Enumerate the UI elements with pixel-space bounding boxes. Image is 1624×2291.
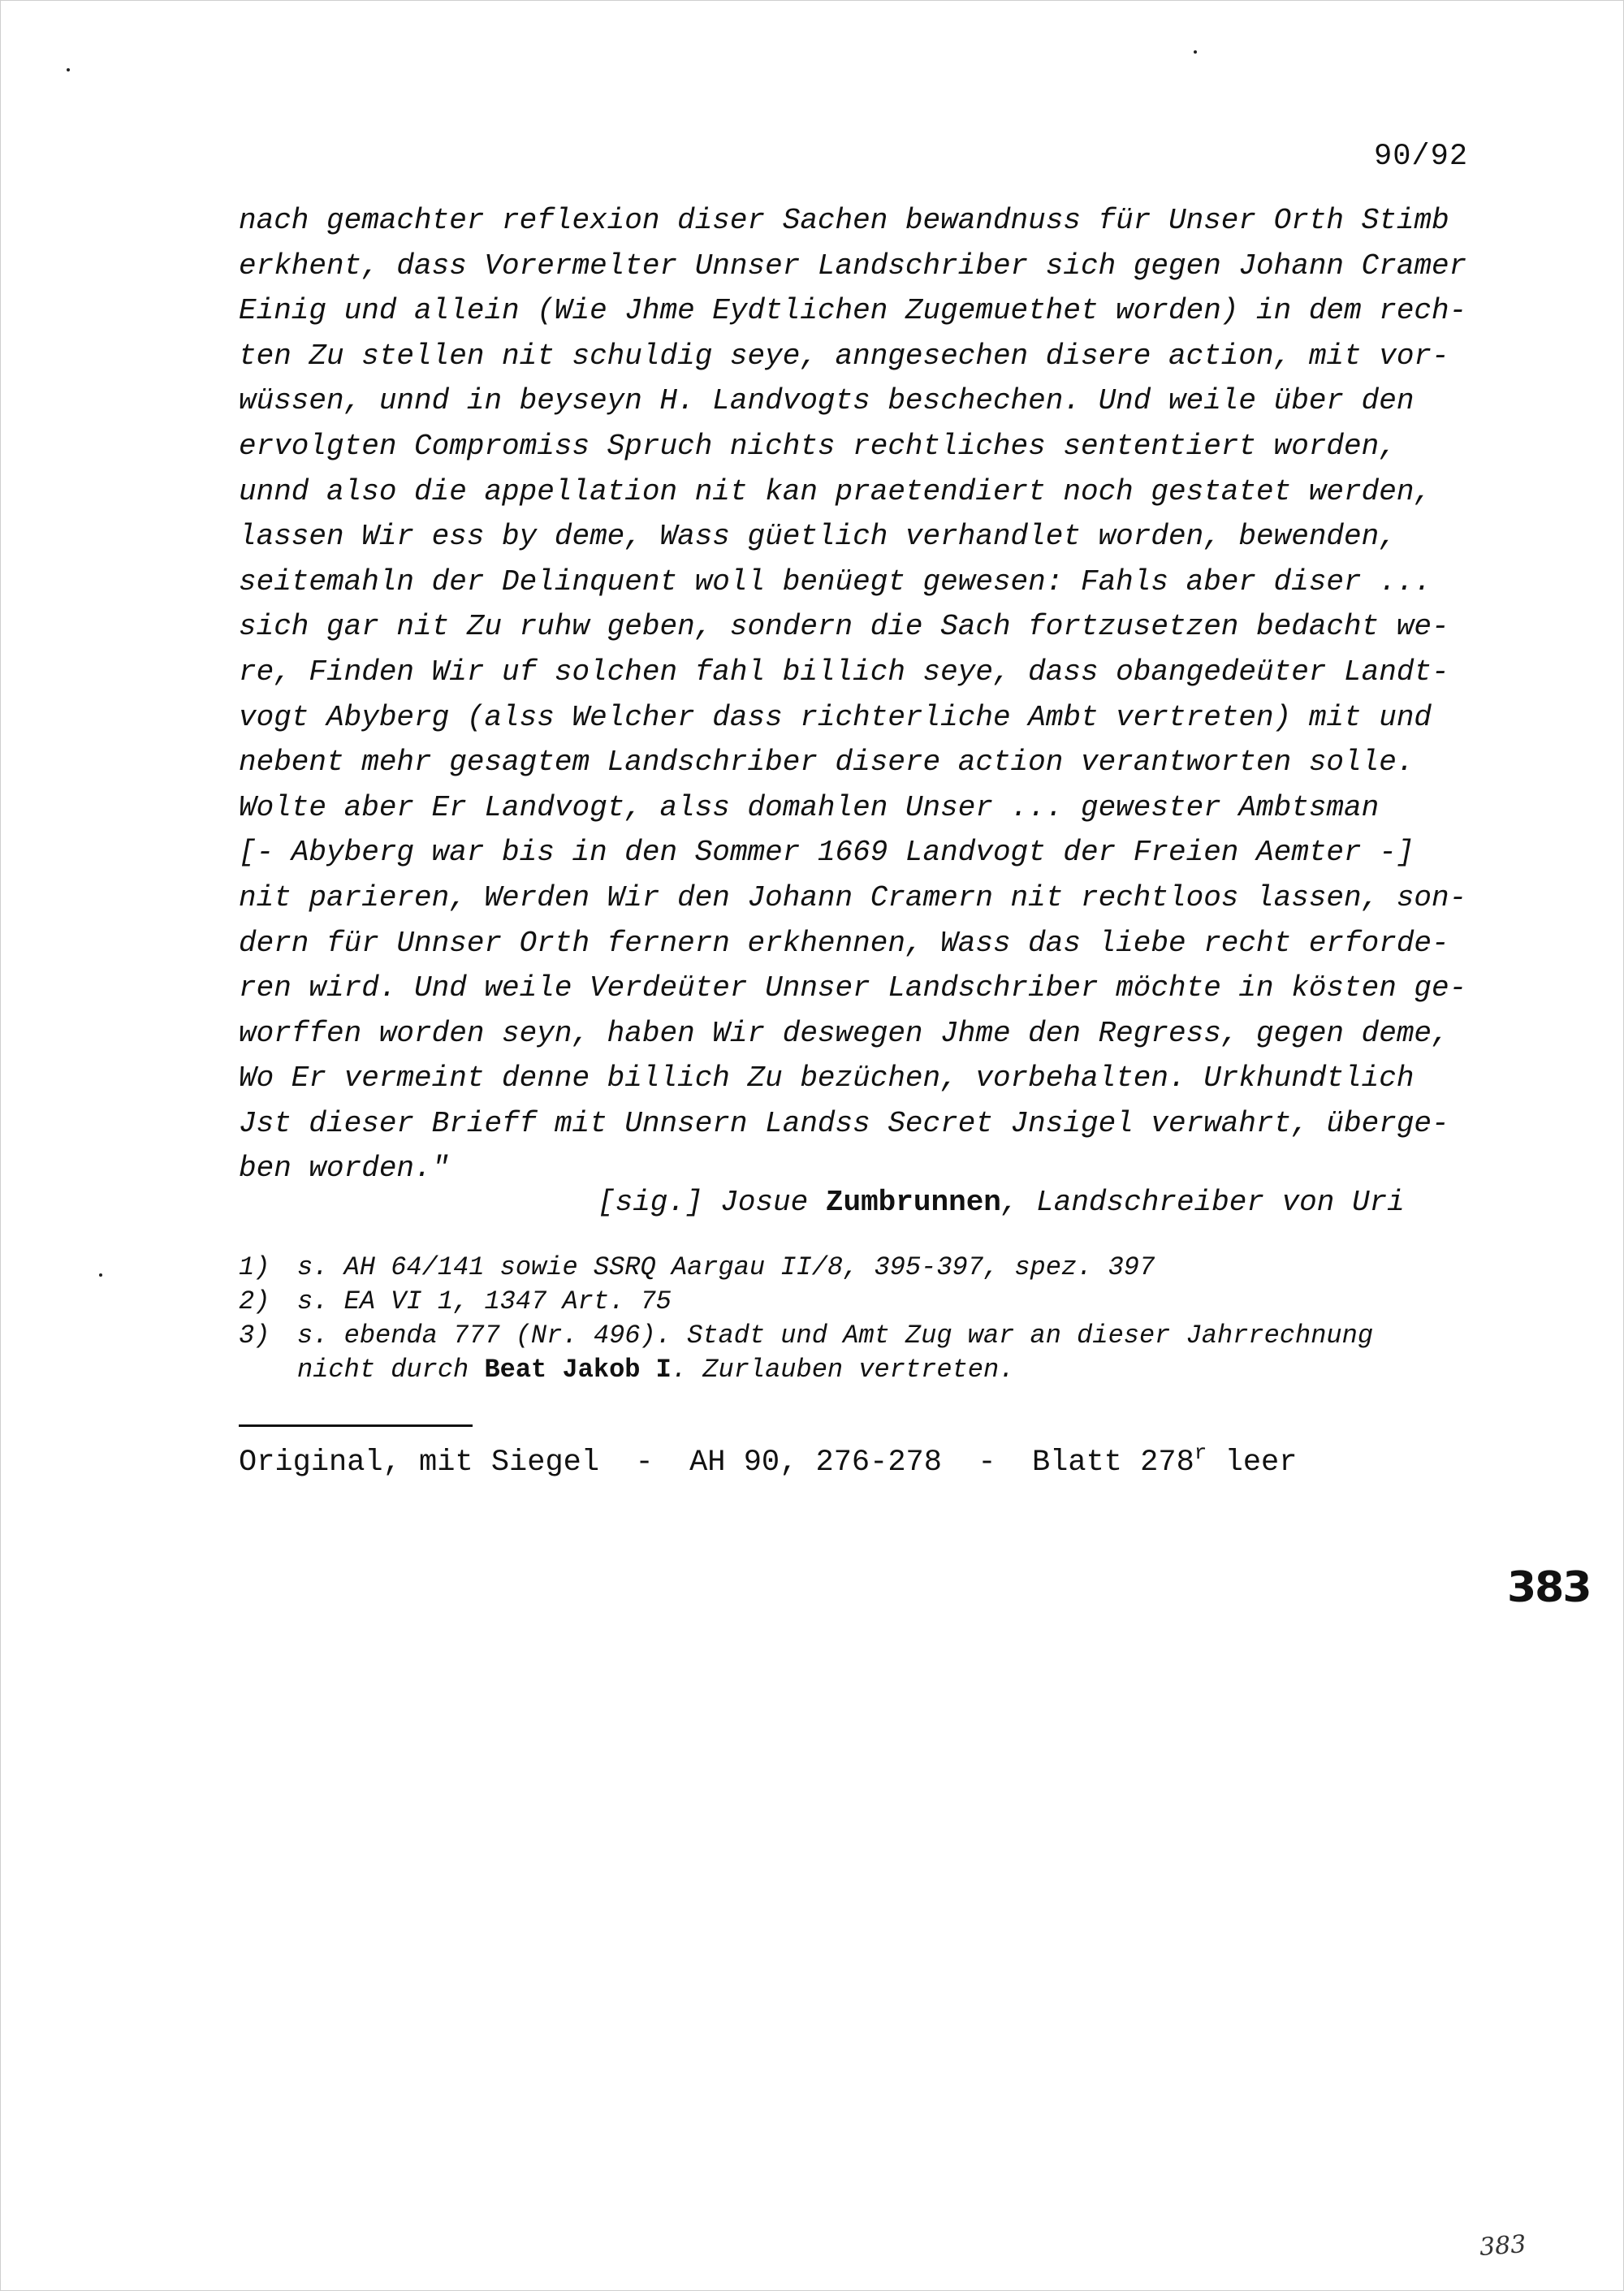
handwritten-number: 383 (1478, 2230, 1527, 2262)
body-line: dern für Unnser Orth fernern erkhennen, Wass das liebe recht erforde- (239, 926, 1449, 960)
signature-suffix: , Landschreiber von Uri (1000, 1186, 1405, 1219)
body-line: Wo Er vermeint denne billich Zu bezüchen, vorbehalten. Urkhundtlich (239, 1061, 1415, 1096)
body-line: ren wird. Und weile Verdeüter Unnser Landschriber möchte in kösten ge- (239, 971, 1467, 1005)
scan-speck (99, 1273, 102, 1277)
footnote (239, 1319, 1538, 1353)
body-line: re, Finden Wir uf solchen fahl billich seye, dass obangedeüter Landt- (239, 655, 1449, 689)
body-line: seitemahln der Delinquent woll benüegt gewesen: Fahls aber diser ... (239, 564, 1432, 599)
body-line: worffen worden seyn, haben Wir deswegen Jhme den Regress, gegen deme, (239, 1016, 1449, 1050)
body-line: sich gar nit Zu ruhw geben, sondern die Sach fortzusetzen bedacht we- (239, 610, 1449, 644)
body-line: erkhent, dass Vorermelter Unnser Landschriber sich gegen Johann Cramer (239, 249, 1467, 283)
body-text (239, 198, 1505, 1191)
body-line: wüssen, unnd in beyseyn H. Landvogts beschechen. Und weile über den (239, 384, 1415, 418)
body-line: ervolgten Compromiss Spruch nichts rechtliches sententiert worden, (239, 429, 1397, 463)
body-line: vogt Abyberg (alss Welcher dass richterliche Ambt vertreten) mit und (239, 700, 1432, 734)
body-line: nach gemachter reflexion diser Sachen bewandnuss für Unser Orth Stimb (239, 204, 1449, 237)
signature-name: Zumbrunnen (825, 1186, 1001, 1219)
footnote (239, 1251, 1538, 1285)
footnote (239, 1285, 1538, 1319)
body-line: ten Zu stellen nit schuldig seye, anngesechen disere action, mit vor- (239, 339, 1449, 373)
stamp-number: 383 (1507, 1563, 1591, 1612)
source-superscript: r (1194, 1441, 1207, 1465)
scan-speck (67, 68, 70, 71)
footnote-cont-name: Beat Jakob I (484, 1355, 672, 1385)
footnote-text: s. EA VI 1, 1347 Art. 75 (297, 1286, 672, 1316)
footnote-rule (239, 1424, 473, 1427)
footnote-text: s. ebenda 777 (Nr. 496). Stadt und Amt Zug war an dieser Jahrrechnung (297, 1321, 1374, 1351)
body-line: lassen Wir ess by deme, Wass güetlich verhandlet worden, bewenden, (239, 520, 1397, 554)
signature-line (598, 1186, 1405, 1219)
body-line: Einig und allein (Wie Jhme Eydtlichen Zugemuethet worden) in dem rech- (239, 294, 1467, 328)
body-line: [- Abyberg war bis in den Sommer 1669 Landvogt der Freien Aemter -] (239, 836, 1415, 870)
body-line: nit parieren, Werden Wir den Johann Cramern nit rechtloos lassen, son- (239, 880, 1467, 914)
footnote-number: 2) (239, 1286, 270, 1316)
footnote-number: 3) (239, 1321, 270, 1351)
source-text: Original, mit Siegel - AH 90, 276-278 - Blatt 278 (239, 1446, 1194, 1480)
footnotes (239, 1251, 1538, 1387)
page-number: 90/92 (1374, 140, 1469, 174)
body-line: Wolte aber Er Landvogt, alss domahlen Unser ... gewester Ambtsman (239, 790, 1380, 824)
body-line: nebent mehr gesagtem Landschriber disere action verantworten solle. (239, 746, 1415, 780)
footnote-continuation (239, 1353, 1538, 1387)
signature-prefix: [sig.] Josue (598, 1186, 826, 1219)
footnote-text: s. AH 64/141 sowie SSRQ Aargau II/8, 395-397, spez. 397 (297, 1252, 1155, 1282)
footnote-number: 1) (239, 1252, 270, 1282)
footnote-cont-before: nicht durch (297, 1355, 485, 1385)
source-line (239, 1441, 1298, 1480)
body-line: ben worden." (239, 1152, 450, 1186)
body-line: Jst dieser Brieff mit Unnsern Landss Secret Jnsigel verwahrt, überge- (239, 1106, 1449, 1140)
scan-speck (1194, 50, 1197, 54)
body-line: unnd also die appellation nit kan praetendiert noch gestatet werden, (239, 474, 1432, 508)
footnote-cont-after: . Zurlauben vertreten. (671, 1355, 1015, 1385)
source-suffix: leer (1207, 1446, 1298, 1480)
